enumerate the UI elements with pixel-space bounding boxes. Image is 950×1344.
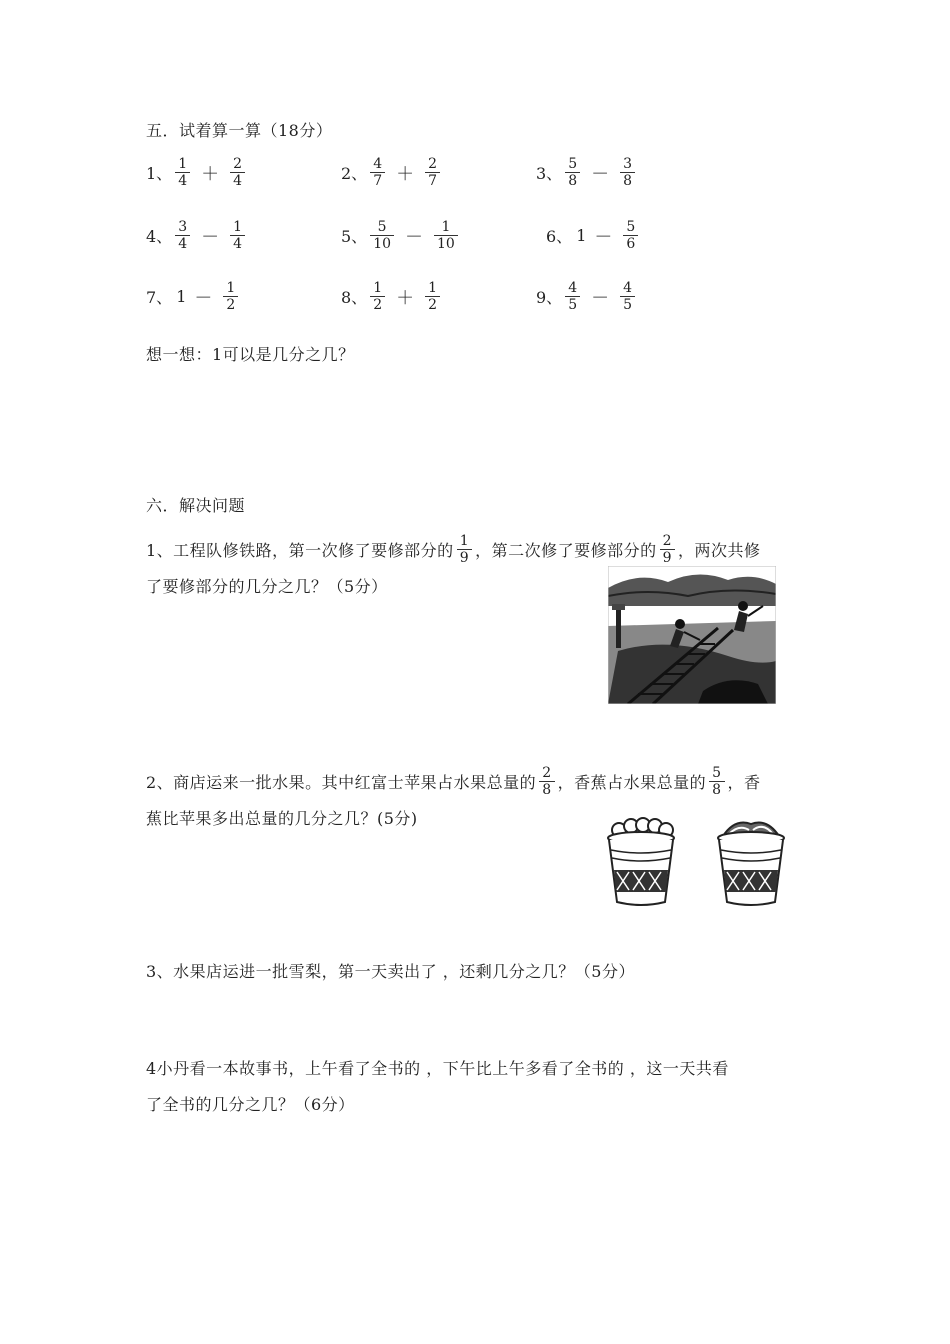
exercise-5-fraction-a-denominator: 10 [373, 236, 392, 252]
q1-fraction-1 [457, 533, 472, 566]
exercise-1-fraction-b-numerator: 2 [233, 156, 243, 172]
exercise-6-fraction-b [623, 219, 638, 252]
exercise-9 [536, 280, 638, 313]
exercise-7 [146, 280, 241, 313]
question-3: 3、水果店运进一批雪梨，第一天卖出了 ，还剩几分之几？（5分） [146, 962, 635, 981]
exercise-8 [341, 280, 443, 313]
q2-fraction-1-denominator: 8 [542, 782, 552, 798]
section-5-title: 五．试着算一算（18分） [146, 121, 333, 140]
question-4-line-1: 4小丹看一本故事书，上午看了全书的 ，下午比上午多看了全书的 ，这一天共看 [146, 1059, 729, 1078]
railway-workers-illustration [608, 566, 776, 704]
question-2-line-1 [146, 765, 761, 798]
exercise-7-whole-number: 1 [176, 287, 187, 306]
q2-fraction-1-numerator: 2 [542, 765, 552, 781]
exercise-7-fraction-b [223, 280, 238, 313]
exercise-5-fraction-a-numerator: 5 [377, 219, 387, 235]
q2-fraction-2 [709, 765, 724, 798]
exercise-4-fraction-b-numerator: 1 [233, 219, 243, 235]
exercise-3-fraction-b-numerator: 3 [623, 156, 633, 172]
exercise-6-fraction-b-denominator: 6 [626, 236, 636, 252]
exercise-3-fraction-a-denominator: 8 [568, 173, 578, 189]
exercise-4-fraction-a [175, 219, 190, 252]
exercise-5-index: 5、 [341, 227, 368, 246]
exercise-3-fraction-b [620, 156, 635, 189]
q1-fraction-1-denominator: 9 [459, 550, 470, 566]
exercise-5-operator: － [405, 226, 424, 248]
exercise-1-fraction-b [230, 156, 245, 189]
exercise-9-operator: － [591, 287, 610, 309]
exercise-5-fraction-b-denominator: 10 [437, 236, 455, 252]
exercise-8-index: 8、 [341, 288, 368, 307]
exercise-2-fraction-a-denominator: 7 [373, 173, 383, 189]
exercise-5-fraction-a [370, 219, 394, 252]
exercise-2-operator: ＋ [396, 163, 415, 185]
exercise-9-index: 9、 [536, 288, 563, 307]
exercise-9-fraction-b [620, 280, 635, 313]
q1-text-part-1: 1、工程队修铁路，第一次修了要修部分的 [146, 541, 454, 560]
exercise-6-index: 6、 [546, 227, 573, 246]
exercise-4-fraction-a-denominator: 4 [178, 236, 188, 252]
exercise-4-operator: － [201, 226, 220, 248]
exercise-7-operator: － [194, 287, 213, 309]
q2-fraction-1 [539, 765, 554, 798]
exercise-2-fraction-b [425, 156, 440, 189]
exercise-7-fraction-b-numerator: 1 [226, 280, 236, 296]
exercise-2-fraction-b-denominator: 7 [428, 173, 438, 189]
exercise-4 [146, 219, 248, 252]
think-prompt: 想一想：1可以是几分之几？ [146, 345, 355, 364]
exercise-5 [341, 219, 461, 252]
apple-basket-illustration [605, 816, 677, 908]
q1-fraction-1-numerator: 1 [459, 533, 470, 549]
q2-text-part-1: 2、商店运来一批水果。其中红富士苹果占水果总量的 [146, 773, 537, 792]
exercise-2-index: 2、 [341, 164, 368, 183]
q2-fraction-2-numerator: 5 [712, 765, 722, 781]
exercise-8-fraction-b-numerator: 1 [428, 280, 438, 296]
exercise-5-fraction-b-numerator: 1 [441, 219, 451, 235]
exercise-5-fraction-b [434, 219, 458, 252]
exercise-9-fraction-b-denominator: 5 [623, 297, 633, 313]
exercise-1-fraction-a-denominator: 4 [178, 173, 188, 189]
exercise-9-fraction-b-numerator: 4 [623, 280, 633, 296]
exercise-3-operator: － [591, 163, 610, 185]
exercise-3-fraction-a [565, 156, 580, 189]
exercise-1-operator: ＋ [201, 163, 220, 185]
exercise-9-fraction-a-denominator: 5 [568, 297, 578, 313]
exercise-3-index: 3、 [536, 164, 563, 183]
exercise-2-fraction-a [370, 156, 385, 189]
exercise-1-fraction-a [175, 156, 190, 189]
q1-text-part-2: ，第二次修了要修部分的 [475, 541, 657, 560]
exercise-9-fraction-a [565, 280, 580, 313]
exercise-8-fraction-a [370, 280, 385, 313]
exercise-7-fraction-b-denominator: 2 [226, 297, 236, 313]
question-2-line-2: 蕉比苹果多出总量的几分之几？(5分) [146, 809, 418, 828]
exercise-8-fraction-b-denominator: 2 [428, 297, 438, 313]
exercise-2 [341, 156, 443, 189]
section-6-title: 六．解决问题 [146, 496, 246, 515]
exercise-3-fraction-b-denominator: 8 [623, 173, 633, 189]
exercise-8-operator: ＋ [396, 287, 415, 309]
exercise-7-index: 7、 [146, 288, 173, 307]
question-1-line-2: 了要修部分的几分之几？（5分） [146, 577, 388, 596]
q1-fraction-2-denominator: 9 [662, 550, 673, 566]
exercise-3-fraction-a-numerator: 5 [568, 156, 578, 172]
exercise-8-fraction-a-numerator: 1 [373, 280, 383, 296]
exercise-6-fraction-b-numerator: 5 [626, 219, 636, 235]
exercise-1 [146, 156, 248, 189]
exercise-1-fraction-b-denominator: 4 [233, 173, 243, 189]
exercise-6-operator: － [594, 226, 613, 248]
exercise-2-fraction-b-numerator: 2 [428, 156, 438, 172]
exercise-8-fraction-a-denominator: 2 [373, 297, 383, 313]
exercise-1-index: 1、 [146, 164, 173, 183]
exercise-2-fraction-a-numerator: 4 [373, 156, 383, 172]
q1-text-part-3: ，两次共修 [678, 541, 761, 560]
exercise-8-fraction-b [425, 280, 440, 313]
exercise-3 [536, 156, 638, 189]
exercise-6-whole-number: 1 [576, 226, 587, 245]
q2-text-part-3: ，香 [727, 773, 761, 792]
banana-basket-illustration [715, 816, 787, 908]
q2-fraction-2-denominator: 8 [712, 782, 722, 798]
question-1-line-1 [146, 533, 761, 566]
q2-text-part-2: ，香蕉占水果总量的 [557, 773, 707, 792]
exercise-4-index: 4、 [146, 227, 173, 246]
q1-fraction-2 [660, 533, 675, 566]
q1-fraction-2-numerator: 2 [662, 533, 673, 549]
exercise-4-fraction-b-denominator: 4 [233, 236, 243, 252]
exercise-6 [546, 219, 641, 252]
question-4-line-2: 了全书的几分之几？（6分） [146, 1095, 355, 1114]
exercise-1-fraction-a-numerator: 1 [178, 156, 188, 172]
exercise-4-fraction-a-numerator: 3 [178, 219, 188, 235]
exercise-4-fraction-b [230, 219, 245, 252]
exercise-9-fraction-a-numerator: 4 [568, 280, 578, 296]
